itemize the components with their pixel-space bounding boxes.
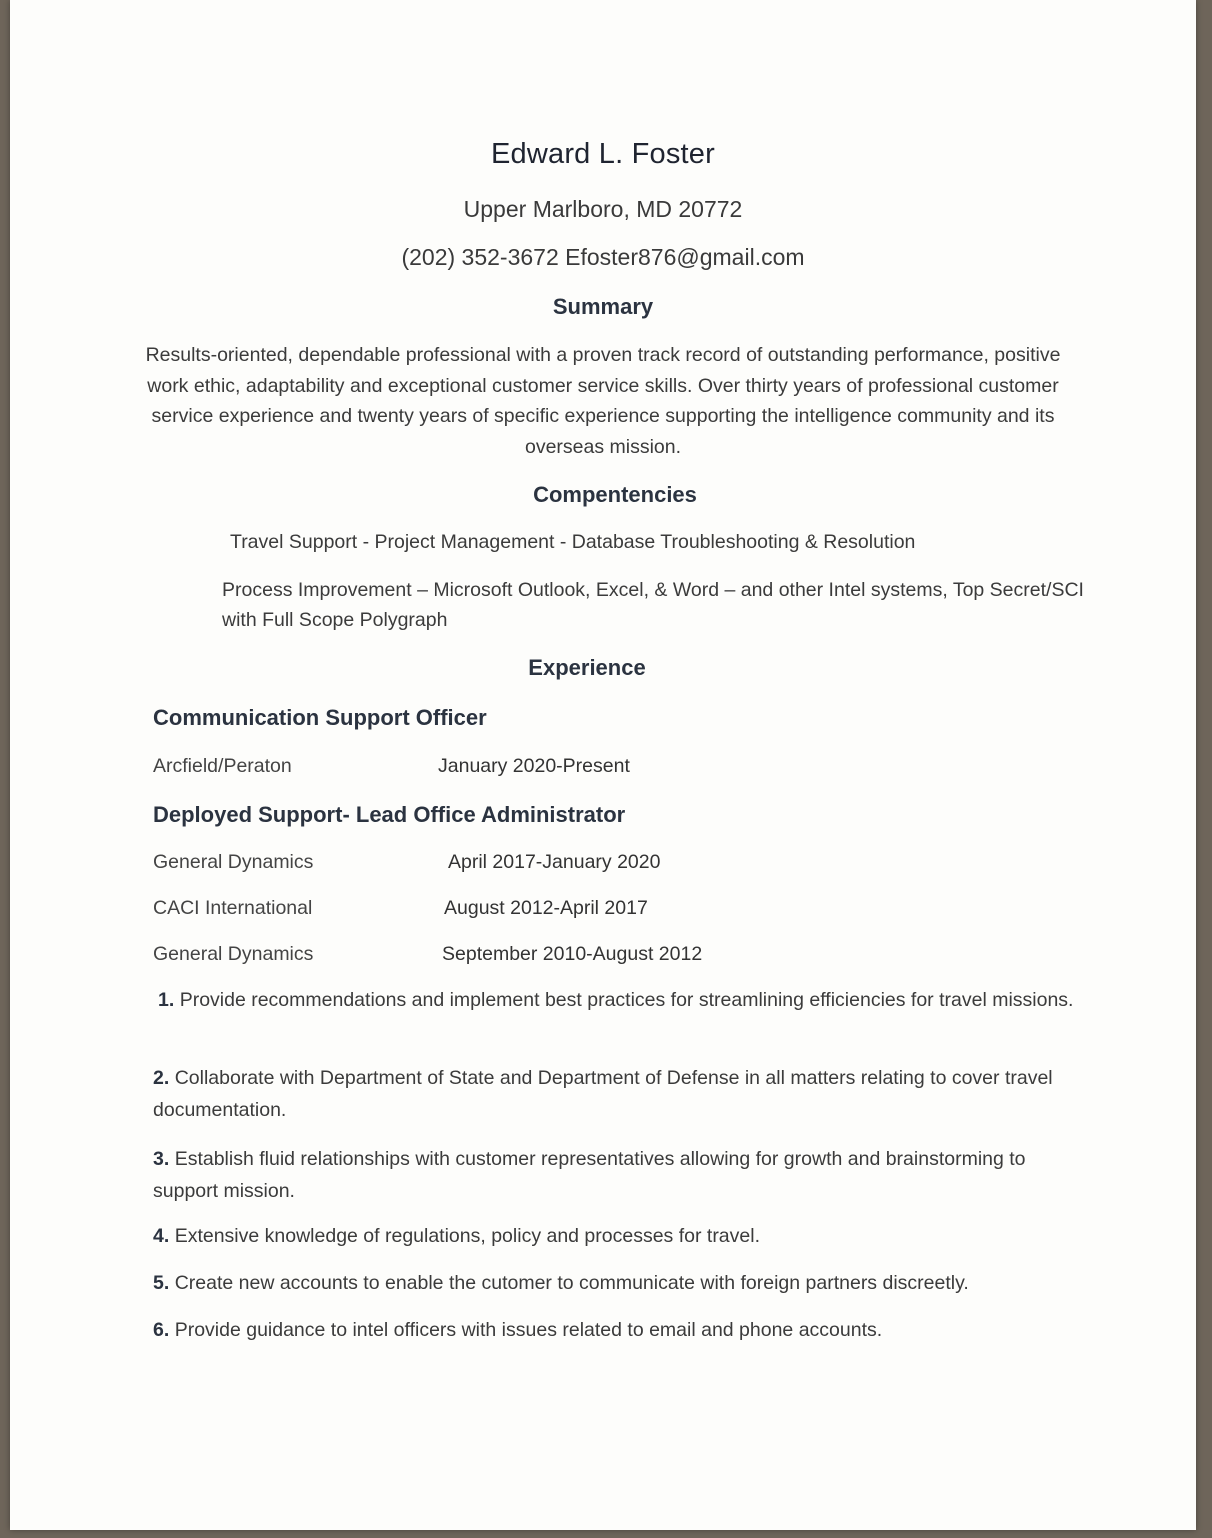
resume-page (10, 0, 1196, 1530)
duty-text: Establish fluid relationships with customer representatives allowing for growth and brainstorming to support mission. (153, 1148, 1026, 1202)
company-name: CACI International (153, 897, 313, 919)
employment-dates: September 2010-August 2012 (442, 943, 703, 965)
duty-item (153, 1143, 1083, 1207)
employment-dates: April 2017-January 2020 (448, 851, 661, 873)
duty-text: Collaborate with Department of State and Department of Defense in all matters relating to cover travel documentation. (153, 1067, 1053, 1121)
duty-number: 6. (153, 1319, 170, 1341)
candidate-name: Edward L. Foster (490, 138, 715, 170)
duty-number: 1. (158, 989, 175, 1011)
employment-dates: August 2012-April 2017 (444, 897, 648, 919)
duty-text: Provide recommendations and implement best practices for streamlining efficiencies for travel missions. (179, 989, 1074, 1011)
duty-item (153, 1314, 1083, 1346)
duty-number: 3. (153, 1148, 170, 1170)
duty-number: 2. (153, 1067, 170, 1089)
competencies-line-1: Travel Support - Project Management - Database Troubleshooting & Resolution (230, 531, 916, 553)
contact-line: (202) 352-3672 Efoster876@gmail.com (401, 244, 805, 270)
company-name: General Dynamics (153, 851, 314, 873)
duty-item (158, 984, 1088, 1016)
employment-dates: January 2020-Present (438, 755, 630, 777)
duty-number: 5. (153, 1272, 170, 1294)
summary-text: Results-oriented, dependable professional with a proven track record of outstanding performance, positive work ethic, adaptability and exceptional customer service skills. Over thirty years of professional customer service experience and twenty years of specific experience supporting the intelligence community and its overseas mission. (145, 344, 1061, 458)
duty-number: 4. (153, 1225, 170, 1247)
company-name: General Dynamics (153, 943, 314, 965)
duty-item (153, 1267, 1113, 1299)
competencies-heading: Compentencies (533, 482, 697, 507)
duty-text: Provide guidance to intel officers with issues related to email and phone accounts. (174, 1319, 883, 1341)
duty-item (153, 1062, 1083, 1126)
duty-text: Extensive knowledge of regulations, policy and processes for travel. (174, 1225, 761, 1247)
competencies-line-2: Process Improvement – Microsoft Outlook, Excel, & Word – and other Intel systems, Top Secret/SCI with Full Scope Polygraph (222, 579, 1084, 631)
experience-heading: Experience (528, 655, 646, 680)
duty-item (153, 1220, 1083, 1252)
role-title-communication-support-officer: Communication Support Officer (153, 705, 487, 730)
company-name: Arcfield/Peraton (153, 755, 292, 777)
location-line: Upper Marlboro, MD 20772 (463, 196, 743, 222)
role-title-lead-office-administrator: Deployed Support- Lead Office Administrator (153, 802, 626, 827)
summary-heading: Summary (552, 294, 654, 319)
duty-text: Create new accounts to enable the cutomer to communicate with foreign partners discreetly. (174, 1272, 969, 1294)
